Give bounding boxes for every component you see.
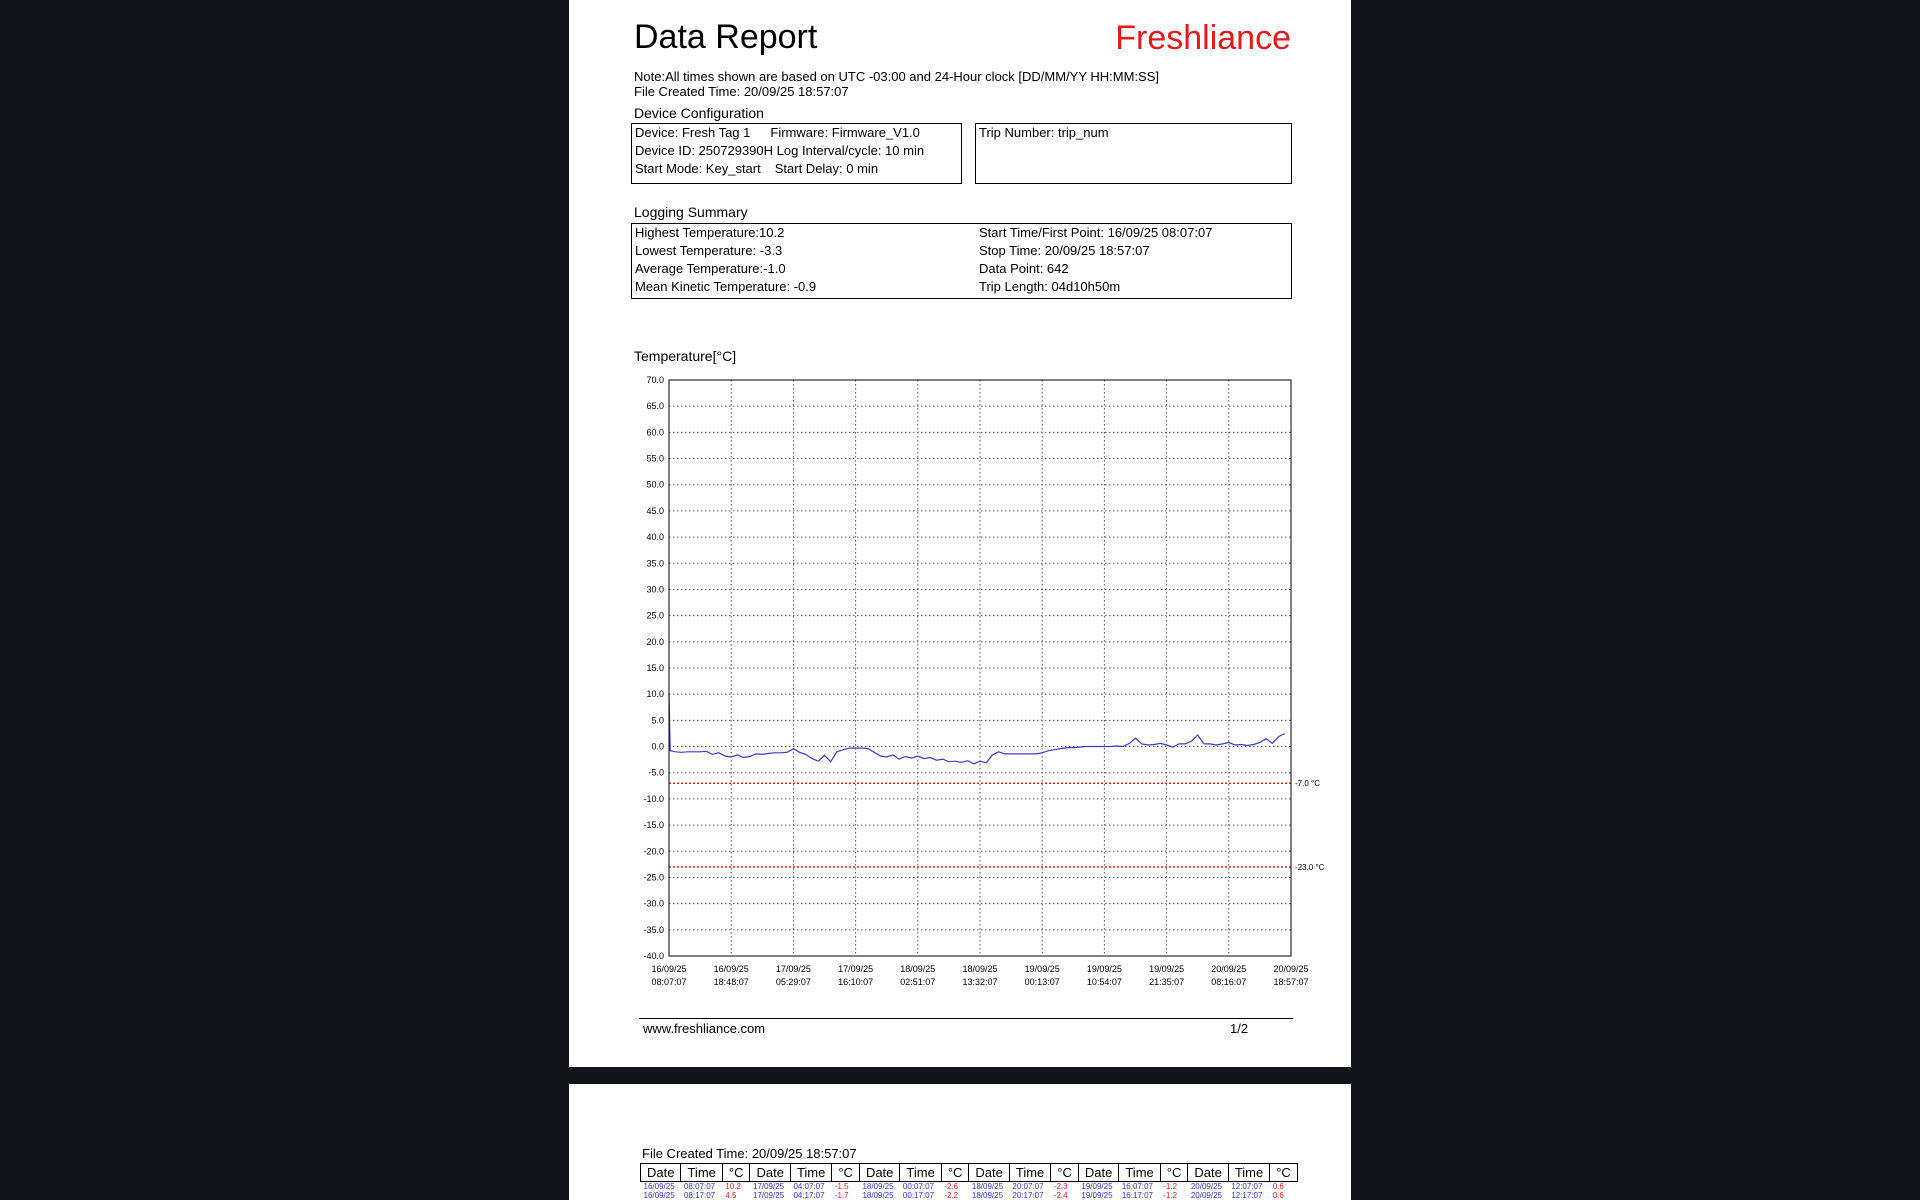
trip-length: Trip Length: 04d10h50m (979, 279, 1121, 294)
table-cell: 17/09/25 (752, 1191, 785, 1200)
y-tick-label: 40.0 (646, 532, 664, 543)
y-tick-label: 30.0 (646, 584, 664, 595)
table-cell: -1.5 (834, 1182, 849, 1191)
x-tick-date: 20/09/25 (1273, 964, 1309, 974)
table-row (641, 1191, 1298, 1200)
y-tick-label: -30.0 (643, 898, 664, 909)
x-tick-time: 18:57:07 (1273, 977, 1309, 987)
table-cell: 19/09/25 (1081, 1191, 1113, 1200)
table-header-cell: Date (1078, 1164, 1118, 1182)
x-tick-date: 16/09/25 (651, 964, 687, 974)
footer-divider (639, 1018, 1293, 1019)
data-point: Data Point: 642 (979, 261, 1069, 276)
x-tick-time: 08:16:07 (1211, 977, 1247, 987)
table-cell: 0.6 (1272, 1182, 1284, 1191)
y-tick-label: 15.0 (646, 663, 664, 673)
x-tick-time: 21:35:07 (1149, 977, 1185, 987)
temperature-series-line (669, 693, 1285, 764)
table-cell: 00:17:07 (902, 1191, 935, 1200)
table-header-cell: Time (790, 1164, 831, 1182)
table-cell: 19/09/25 (1081, 1182, 1113, 1191)
table-cell: 18/09/25 (971, 1191, 1004, 1200)
x-tick-time: 18:48:07 (713, 977, 749, 987)
table-header-cell: Time (681, 1164, 722, 1182)
table-header-cell: °C (1051, 1164, 1079, 1182)
table-header-cell: Date (1188, 1164, 1228, 1182)
table-row (641, 1182, 1298, 1192)
y-tick-label: -10.0 (643, 793, 664, 804)
table-cell: 0.6 (1272, 1191, 1284, 1200)
y-tick-label: 0.0 (651, 741, 664, 752)
data-log-table (640, 1163, 1298, 1200)
table-header-row (641, 1164, 1298, 1182)
footer-url[interactable]: www.freshliance.com (643, 1021, 766, 1036)
table-cell: 20:17:07 (1012, 1191, 1044, 1200)
y-tick-label: -25.0 (643, 872, 664, 883)
start-mode: Start Mode: Key_start (635, 161, 761, 176)
lowest-temperature: Lowest Temperature: -3.3 (635, 243, 783, 258)
table-cell: 20/09/25 (1190, 1191, 1222, 1200)
table-cell: 16/09/25 (643, 1191, 675, 1200)
table-cell: -1.2 (1163, 1182, 1178, 1191)
table-cell: 00:07:07 (902, 1182, 935, 1191)
highest-temperature: Highest Temperature:10.2 (635, 225, 785, 240)
file-created-time: File Created Time: 20/09/25 18:57:07 (634, 84, 849, 99)
report-page-1 (569, 0, 1351, 1067)
table-header-cell: Time (1009, 1164, 1050, 1182)
timezone-note: Note:All times shown are based on UTC -03:00 and 24-Hour clock [DD/MM/YY HH:MM:SS] (634, 69, 1160, 84)
table-cell: 20:07:07 (1012, 1182, 1044, 1191)
table-cell: 10.2 (725, 1182, 741, 1191)
y-tick-label: 65.0 (646, 401, 664, 412)
y-tick-label: 60.0 (646, 427, 664, 438)
table-cell: 04:17:07 (793, 1191, 825, 1200)
table-cell: 4.5 (725, 1191, 737, 1200)
table-cell: 12:17:07 (1231, 1191, 1263, 1200)
table-cell: -2.6 (944, 1182, 959, 1191)
report-page-2 (569, 1084, 1351, 1200)
table-header-cell: °C (1160, 1164, 1188, 1182)
log-interval: Log Interval/cycle: 10 min (776, 143, 925, 158)
table-cell: -2.2 (944, 1191, 959, 1200)
table-cell: 17/09/25 (752, 1182, 785, 1191)
brand-logo-text: Freshliance (1115, 19, 1291, 57)
table-header-cell: Date (969, 1164, 1009, 1182)
y-tick-label: 5.0 (651, 715, 664, 726)
start-time: Start Time/First Point: 16/09/25 08:07:07 (979, 225, 1213, 240)
x-tick-date: 19/09/25 (1024, 964, 1060, 974)
table-cell: 18/09/25 (862, 1191, 894, 1200)
page-number: 1/2 (1230, 1021, 1249, 1036)
firmware: Firmware: Firmware_V1.0 (770, 125, 920, 140)
x-tick-time: 00:13:07 (1024, 977, 1060, 987)
y-tick-label: -35.0 (643, 924, 664, 935)
table-header-cell: °C (941, 1164, 969, 1182)
y-tick-label: 50.0 (646, 479, 664, 490)
table-cell: 16/09/25 (643, 1182, 675, 1191)
x-tick-time: 05:29:07 (775, 977, 811, 987)
x-tick-time: 16:10:07 (838, 977, 874, 987)
stop-time: Stop Time: 20/09/25 18:57:07 (979, 243, 1150, 258)
y-tick-label: -20.0 (643, 846, 664, 857)
y-tick-label: -5.0 (648, 767, 664, 778)
x-tick-date: 19/09/25 (1086, 964, 1122, 974)
y-tick-label: 35.0 (646, 558, 664, 569)
y-tick-label: -15.0 (643, 820, 664, 831)
x-tick-date: 16/09/25 (713, 964, 749, 974)
table-header-cell: Date (641, 1164, 681, 1182)
x-tick-time: 10:54:07 (1086, 977, 1122, 987)
table-header-cell: Time (1119, 1164, 1160, 1182)
table-header-cell: °C (832, 1164, 860, 1182)
table-cell: 12:07:07 (1231, 1182, 1263, 1191)
table-header-cell: Date (859, 1164, 899, 1182)
y-tick-label: 45.0 (646, 505, 664, 516)
trip-number: Trip Number: trip_num (979, 125, 1109, 140)
table-header-cell: Date (750, 1164, 790, 1182)
table-cell: 08:07:07 (683, 1182, 716, 1191)
x-tick-date: 20/09/25 (1211, 964, 1247, 974)
y-tick-label: 10.0 (646, 689, 664, 700)
table-cell: 16:07:07 (1121, 1182, 1153, 1191)
table-cell: -1.7 (834, 1191, 849, 1200)
logging-summary-heading: Logging Summary (634, 204, 748, 220)
table-cell: -2.3 (1053, 1182, 1068, 1191)
device-config-heading: Device Configuration (634, 105, 764, 121)
table-cell: 18/09/25 (971, 1182, 1004, 1191)
x-tick-date: 17/09/25 (775, 964, 811, 974)
y-tick-label: 70.0 (646, 375, 664, 385)
table-cell: -2.4 (1053, 1191, 1068, 1200)
table-cell: 18/09/25 (862, 1182, 894, 1191)
device-name: Device: Fresh Tag 1 (635, 125, 751, 140)
table-cell: -1.2 (1163, 1191, 1178, 1200)
temperature-chart (569, 0, 1351, 1000)
table-header-cell: Time (900, 1164, 941, 1182)
mean-kinetic-temperature: Mean Kinetic Temperature: -0.9 (635, 279, 817, 294)
chart-y-label: Temperature[°C] (634, 348, 737, 364)
report-title: Data Report (634, 18, 818, 56)
table-header-cell: °C (1270, 1164, 1298, 1182)
x-tick-date: 19/09/25 (1149, 964, 1185, 974)
table-header-cell: Time (1228, 1164, 1269, 1182)
x-tick-date: 18/09/25 (900, 964, 936, 974)
y-tick-label: -40.0 (643, 951, 664, 961)
file-created-time-page2: File Created Time: 20/09/25 18:57:07 (642, 1146, 857, 1161)
x-tick-time: 13:32:07 (962, 977, 998, 987)
x-tick-date: 18/09/25 (962, 964, 998, 974)
table-cell: 20/09/25 (1190, 1182, 1222, 1191)
y-tick-label: 55.0 (646, 453, 664, 464)
table-cell: 08:17:07 (683, 1191, 716, 1200)
limit-label: -23.0 °C (1295, 862, 1325, 872)
device-id: Device ID: 250729390H (635, 143, 774, 158)
table-header-cell: °C (722, 1164, 750, 1182)
average-temperature: Average Temperature:-1.0 (635, 261, 786, 276)
x-tick-time: 02:51:07 (900, 977, 936, 987)
limit-label: -7.0 °C (1295, 779, 1320, 789)
table-cell: 16:17:07 (1121, 1191, 1153, 1200)
y-tick-label: 20.0 (646, 636, 664, 647)
y-tick-label: 25.0 (646, 610, 664, 621)
x-tick-date: 17/09/25 (838, 964, 874, 974)
x-tick-time: 08:07:07 (651, 977, 687, 987)
start-delay: Start Delay: 0 min (774, 161, 879, 176)
table-cell: 04:07:07 (793, 1182, 825, 1191)
